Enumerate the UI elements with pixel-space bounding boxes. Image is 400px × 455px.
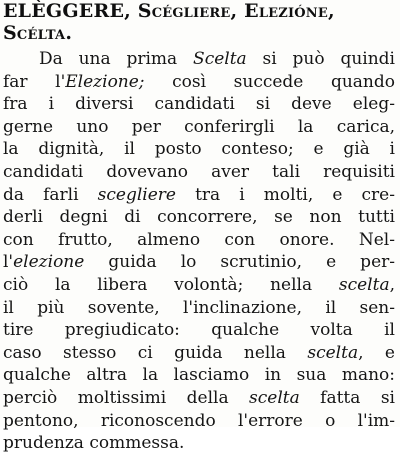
paragraph-line: [3, 274, 395, 297]
paragraph-line: [3, 319, 395, 342]
text-segment: pentono, riconoscendo l'errore o l'im-: [3, 410, 395, 431]
heading-term-scelta: Scélta: [3, 22, 66, 44]
italic-term: scegliere: [97, 184, 176, 205]
heading-separator: ,: [327, 0, 335, 22]
paragraph-line: [3, 161, 395, 184]
text-segment: ,: [389, 274, 395, 295]
text-segment: fra i diversi candidati si deve eleg-: [3, 94, 395, 115]
paragraph-line: [3, 93, 395, 116]
heading-separator: ,: [124, 0, 138, 22]
paragraph-line: [3, 206, 395, 229]
entry-paragraph: [3, 48, 395, 455]
paragraph-line: [3, 48, 395, 71]
italic-term: elezione: [13, 252, 85, 273]
text-segment: da farli: [3, 184, 98, 205]
paragraph-line: [3, 251, 395, 274]
heading-term-eleggere: ELÈGGERE: [3, 0, 125, 22]
text-segment: il più sovente, l'inclinazione, il sen-: [3, 297, 395, 318]
paragraph-line: [3, 229, 395, 252]
text-segment: tire pregiudicato: qualche volta il: [3, 320, 395, 341]
text-segment: con frutto, almeno con onore. Nel-: [3, 229, 395, 250]
entry-heading: [3, 0, 395, 44]
text-segment: la dignità, il posto conteso; e già i: [3, 139, 395, 160]
heading-end-period: .: [65, 22, 73, 44]
paragraph-line: [3, 184, 395, 207]
paragraph-line: [3, 410, 395, 433]
text-segment: guida lo scrutinio, e per-: [84, 252, 395, 273]
text-segment: l': [3, 252, 14, 273]
text-segment: far l': [3, 71, 66, 92]
text-segment: così succede quando: [144, 71, 395, 92]
heading-term-scegliere: Scégliere: [137, 0, 231, 22]
paragraph-line: [3, 387, 395, 410]
text-segment: caso stesso ci guida nella: [3, 342, 308, 363]
text-segment: prudenza commessa.: [3, 433, 185, 454]
italic-term: scelta: [307, 342, 359, 363]
paragraph-line: [3, 364, 395, 387]
text-segment: gerne uno per conferirgli la carica,: [3, 116, 395, 137]
paragraph-line: [3, 138, 395, 161]
text-segment: qualche altra la lasciamo in sua mano:: [3, 365, 395, 386]
text-segment: perciò moltissimi della: [3, 387, 250, 408]
text-segment: ciò la libera volontà; nella: [3, 274, 339, 295]
heading-term-elezione: Elezióne: [244, 0, 328, 22]
heading-separator: ,: [230, 0, 245, 22]
paragraph-line: [3, 297, 395, 320]
text-segment: Da una prima: [39, 49, 194, 69]
italic-term: Elezione;: [65, 71, 145, 92]
paragraph-line: [3, 116, 395, 139]
paragraph-line: [3, 432, 395, 455]
text-segment: , e: [358, 342, 395, 363]
italic-term: Scelta: [193, 49, 247, 69]
text-segment: fatta si: [299, 387, 395, 408]
italic-term: scelta: [249, 387, 300, 408]
text-segment: derli degni di concorrere, se non tutti: [3, 207, 395, 228]
text-segment: candidati dovevano aver tali requisiti: [3, 161, 395, 182]
paragraph-line: [3, 342, 395, 365]
italic-term: scelta: [338, 274, 390, 295]
text-segment: tra i molti, e cre-: [175, 184, 395, 205]
paragraph-line: [3, 71, 395, 94]
text-segment: si può quindi: [246, 49, 395, 69]
